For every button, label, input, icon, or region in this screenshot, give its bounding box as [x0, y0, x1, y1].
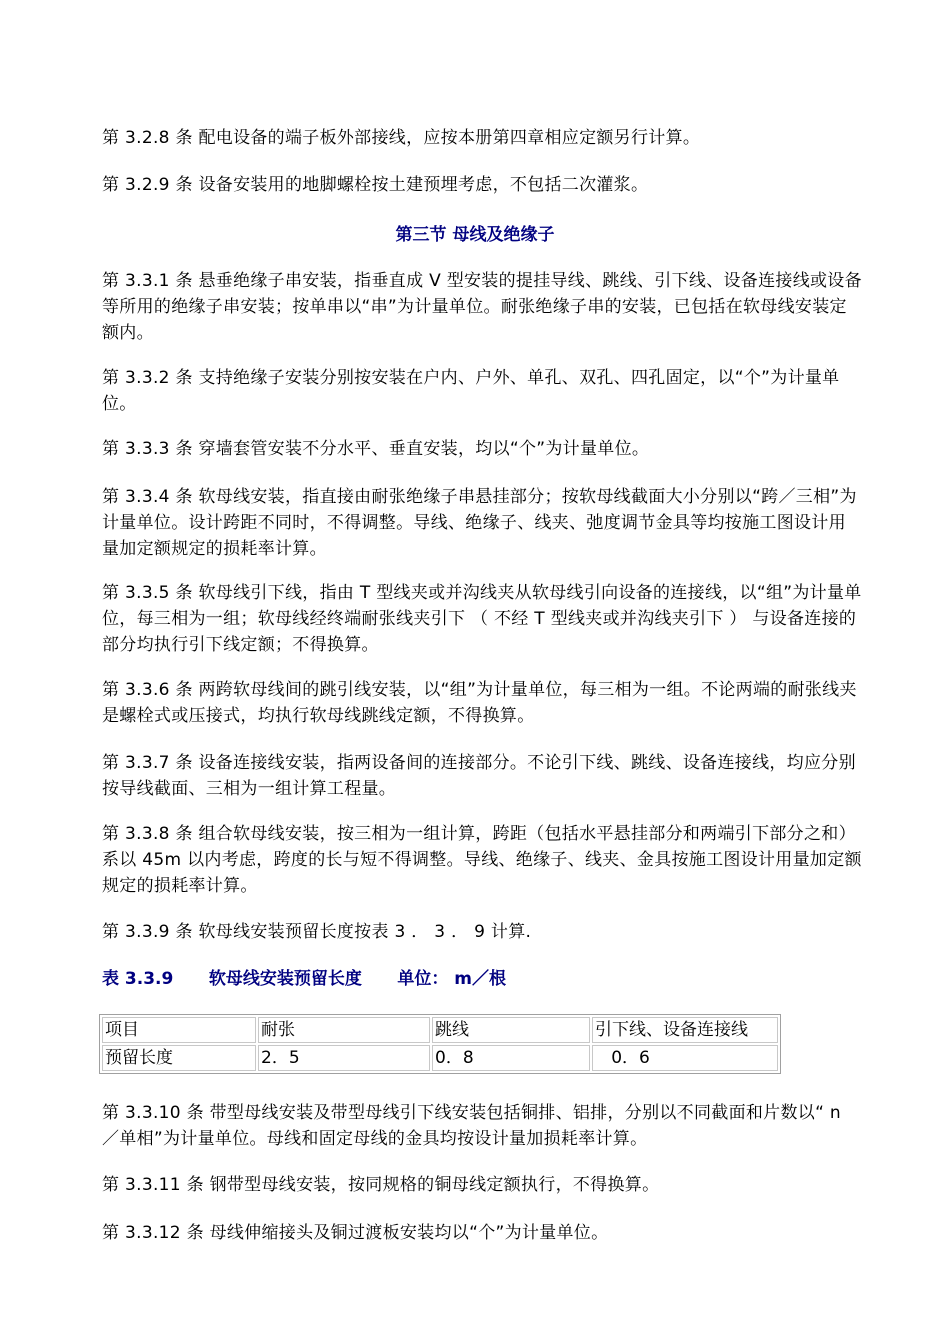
clause-3-3-9: 第 3.3.9 条 软母线安装预留长度按表 3 ． 3 ． 9 计算. — [102, 922, 532, 942]
table-cell: 0．6 — [592, 1045, 778, 1071]
clause-3-3-10: 第 3.3.10 条 带型母线安装及带型母线引下线安装包括铜排、铝排，分别以不同截面和片数以“ n ／单相”为计量单位。母线和固定母线的金具均按设计量加损耗率计算。 — [102, 1103, 841, 1149]
table-header-row — [102, 1017, 778, 1043]
clause-3-3-1: 第 3.3.1 条 悬垂绝缘子串安装，指垂直成 V 型安装的提挂导线、跳线、引下线、设备连接线或设备等所用的绝缘子串安装；按单串以“串”为计量单位。耐张绝缘子串的安装，已包括在软母线安装定额内。 — [102, 271, 862, 343]
clause-3-3-4: 第 3.3.4 条 软母线安装，指直接由耐张绝缘子串悬挂部分；按软母线截面大小分别以“跨／三相”为计量单位。设计跨距不同时，不得调整。导线、绝缘子、线夹、弛度调节金具等均按施工图设计用量加定额规定的损耗率计算。 — [102, 487, 857, 559]
table-cell: 2．5 — [258, 1045, 430, 1071]
table-caption: 表 3.3.9 软母线安装预留长度 单位： m／根 — [102, 969, 506, 989]
clause-3-3-7: 第 3.3.7 条 设备连接线安装，指两设备间的连接部分。不论引下线、跳线、设备连接线，均应分别按导线截面、三相为一组计算工程量。 — [102, 753, 856, 799]
table-header-cell: 项目 — [102, 1017, 256, 1043]
section-heading: 第三节 母线及绝缘子 — [395, 225, 555, 245]
table-row — [102, 1045, 778, 1071]
clause-3-2-9: 第 3.2.9 条 设备安装用的地脚螺栓按土建预埋考虑，不包括二次灌浆。 — [102, 175, 649, 195]
clause-3-3-8: 第 3.3.8 条 组合软母线安装，按三相为一组计算，跨距（包括水平悬挂部分和两端引下部分之和）系以 45m 以内考虑，跨度的长与短不得调整。导线、绝缘子、线夹、金具按施工图设计用量加定额规定的损耗率计算。 — [102, 824, 862, 896]
table-header-cell: 跳线 — [432, 1017, 590, 1043]
clause-3-3-6: 第 3.3.6 条 两跨软母线间的跳引线安装，以“组”为计量单位，每三相为一组。不论两端的耐张线夹是螺栓式或压接式，均执行软母线跳线定额，不得换算。 — [102, 680, 857, 726]
table-header-cell: 耐张 — [258, 1017, 430, 1043]
clause-3-2-8: 第 3.2.8 条 配电设备的端子板外部接线，应按本册第四章相应定额另行计算。 — [102, 128, 701, 148]
clause-3-3-11: 第 3.3.11 条 钢带型母线安装，按同规格的铜母线定额执行，不得换算。 — [102, 1175, 660, 1195]
table-cell: 预留长度 — [102, 1045, 256, 1071]
table-header-cell: 引下线、设备连接线 — [592, 1017, 778, 1043]
clause-3-3-5: 第 3.3.5 条 软母线引下线，指由 T 型线夹或并沟线夹从软母线引向设备的连接线，以“组”为计量单位，每三相为一组；软母线经终端耐张线夹引下 （ 不经 T 型线夹或并沟线夹引下 ） 与设备连接的部分均执行引下线定额；不得换算。 — [102, 583, 862, 655]
clause-3-3-12: 第 3.3.12 条 母线伸缩接头及铜过渡板安装均以“个”为计量单位。 — [102, 1223, 609, 1243]
reserve-length-table — [99, 1014, 781, 1074]
table-cell: 0．8 — [432, 1045, 590, 1071]
clause-3-3-3: 第 3.3.3 条 穿墙套管安装不分水平、垂直安装，均以“个”为计量单位。 — [102, 439, 650, 459]
clause-3-3-2: 第 3.3.2 条 支持绝缘子安装分别按安装在户内、户外、单孔、双孔、四孔固定，以“个”为计量单位。 — [102, 368, 840, 414]
